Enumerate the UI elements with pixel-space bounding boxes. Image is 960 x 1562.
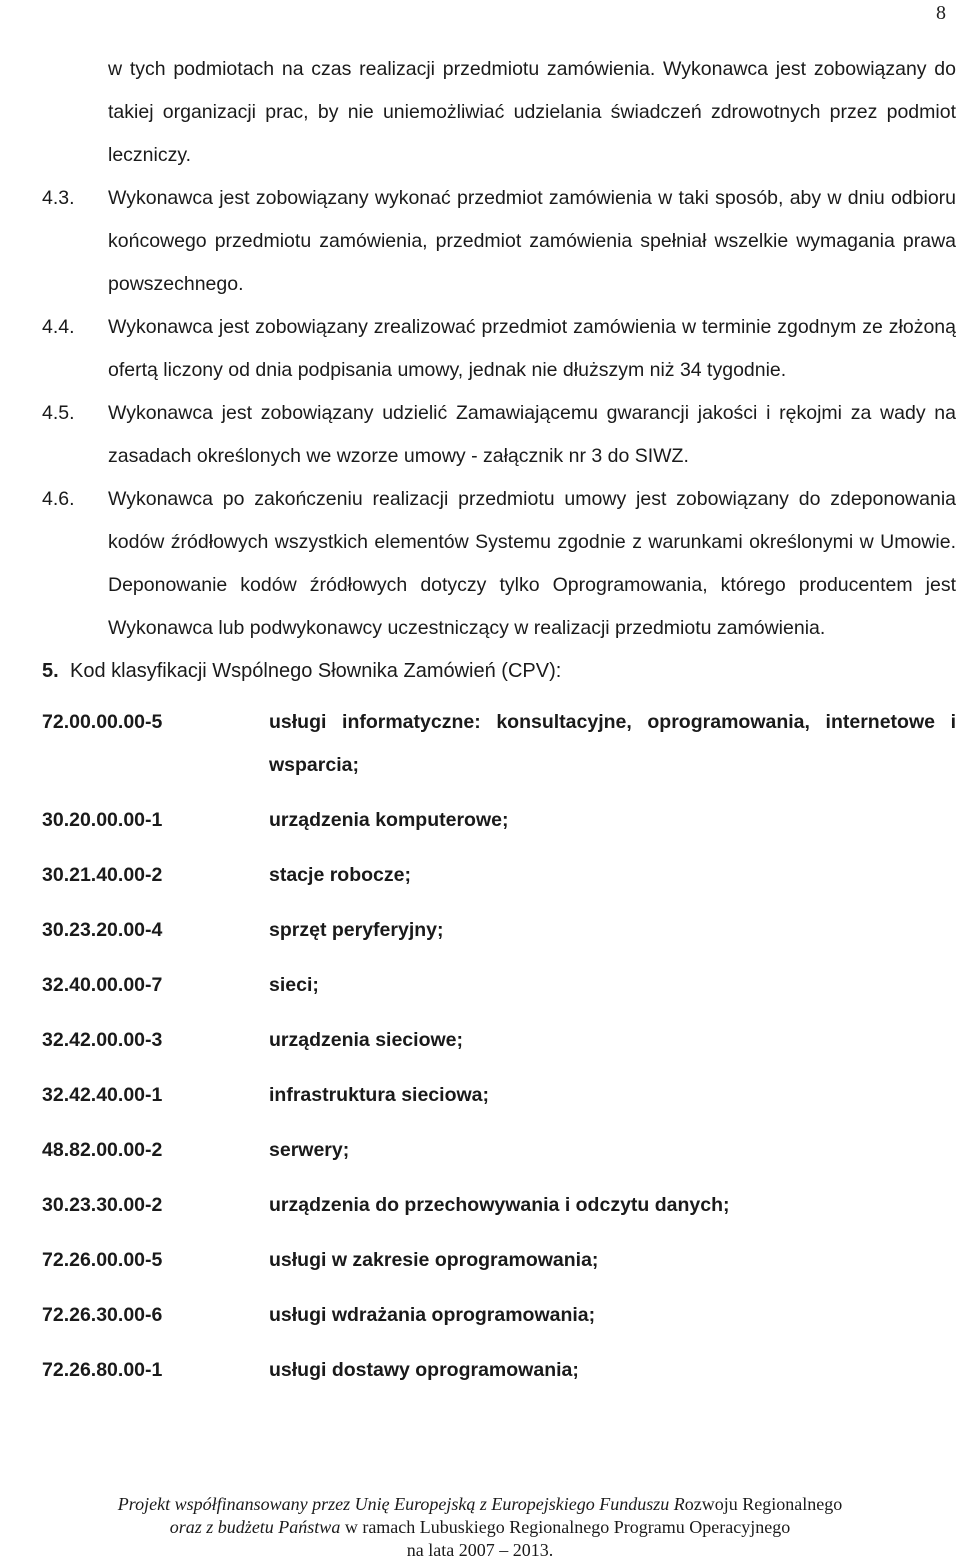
cpv-row (42, 701, 956, 787)
paragraph-text: Wykonawca jest zobowiązany udzielić Zamawiającemu gwarancji jakości i rękojmi za wady na zasadach określonych we wzorze umowy - załącznik nr 3 do SIWZ. (108, 402, 956, 467)
paragraph-number: 4.6. (42, 488, 75, 510)
cpv-description: sieci; (269, 974, 319, 996)
paragraph-number: 4.5. (42, 402, 75, 424)
cpv-code: 32.40.00.00-7 (42, 974, 163, 996)
paragraph-text: Wykonawca jest zobowiązany wykonać przedmiot zamówienia w taki sposób, aby w dniu odbioru końcowego przedmiotu zamówienia, przedmiot zamówienia spełniał wszelkie wymagania prawa powszechnego. (108, 187, 956, 295)
cpv-row (42, 1074, 956, 1117)
cpv-description: sprzęt peryferyjny; (269, 919, 444, 941)
page-number: 8 (936, 2, 946, 24)
cpv-row (42, 854, 956, 897)
footer-line-1 (0, 1493, 960, 1516)
paragraph-4-3 (42, 177, 956, 306)
cpv-description: usługi dostawy oprogramowania; (269, 1359, 579, 1381)
cpv-description: urządzenia sieciowe; (269, 1029, 463, 1051)
document-body (42, 48, 956, 1404)
cpv-row (42, 964, 956, 1007)
cpv-code: 32.42.00.00-3 (42, 1029, 163, 1051)
paragraph-text: Wykonawca po zakończeniu realizacji przedmiotu umowy jest zobowiązany do zdeponowania kodów źródłowych wszystkich elementów Systemu zgodnie z warunkami określonymi w Umowie. Deponowanie kodów źródłowych dotyczy tylko Oprogramowania, którego producentem jest Wykonawca lub podwykonawcy uczestniczący w realizacji przedmiotu zamówienia. (108, 488, 956, 639)
cpv-description: stacje robocze; (269, 864, 411, 886)
cpv-description: urządzenia do przechowywania i odczytu danych; (269, 1194, 730, 1216)
paragraph-text: Wykonawca jest zobowiązany zrealizować przedmiot zamówienia w terminie zgodnym ze złożoną ofertą liczony od dnia podpisania umowy, jednak nie dłuższym niż 34 tygodnie. (108, 316, 956, 381)
cpv-code: 32.42.40.00-1 (42, 1084, 163, 1106)
section-number: 5. (42, 660, 59, 682)
cpv-row (42, 1019, 956, 1062)
page-footer (0, 1493, 960, 1562)
paragraph-4-5 (42, 392, 956, 478)
cpv-description: usługi wdrażania oprogramowania; (269, 1304, 596, 1326)
cpv-row (42, 1239, 956, 1282)
cpv-description: serwery; (269, 1139, 350, 1161)
paragraph-number: 4.3. (42, 187, 75, 209)
cpv-code: 72.26.80.00-1 (42, 1359, 163, 1381)
cpv-code: 30.23.20.00-4 (42, 919, 163, 941)
footer-text: ozwoju Regionalnego (684, 1494, 843, 1514)
cpv-row (42, 1129, 956, 1172)
footer-line-3: na lata 2007 – 2013. (406, 1540, 554, 1560)
section-5-heading (42, 650, 956, 693)
footer-italic-text: Projekt współfinansowany przez Unię Europejską z Europejskiego Funduszu R (117, 1494, 685, 1514)
cpv-row (42, 1294, 956, 1337)
cpv-code: 30.21.40.00-2 (42, 864, 163, 886)
footer-italic-text: oraz z budżetu Państwa (169, 1517, 341, 1537)
cpv-row (42, 1184, 956, 1227)
intro-paragraph: w tych podmiotach na czas realizacji przedmiotu zamówienia. Wykonawca jest zobowiązany do takiej organizacji prac, by nie uniemożliwiać udzielania świadczeń zdrowotnych przez podmiot leczniczy. (108, 58, 956, 166)
paragraph-number: 4.4. (42, 316, 75, 338)
cpv-code: 48.82.00.00-2 (42, 1139, 163, 1161)
cpv-code: 72.26.00.00-5 (42, 1249, 163, 1271)
cpv-description: infrastruktura sieciowa; (269, 1084, 489, 1106)
cpv-description: usługi informatyczne: konsultacyjne, oprogramowania, internetowe i wsparcia; (269, 711, 956, 776)
cpv-description: usługi w zakresie oprogramowania; (269, 1249, 599, 1271)
paragraph-4-4 (42, 306, 956, 392)
footer-line-2 (0, 1516, 960, 1539)
section-label: Kod klasyfikacji Wspólnego Słownika Zamówień (CPV): (70, 660, 562, 682)
cpv-row (42, 1349, 956, 1392)
cpv-code: 30.23.30.00-2 (42, 1194, 163, 1216)
cpv-code: 72.26.30.00-6 (42, 1304, 163, 1326)
paragraph-4-6 (42, 478, 956, 650)
cpv-list (42, 701, 956, 1392)
cpv-code: 72.00.00.00-5 (42, 711, 163, 733)
cpv-row (42, 909, 956, 952)
footer-text: w ramach Lubuskiego Regionalnego Programu Operacyjnego (340, 1517, 791, 1537)
cpv-row (42, 799, 956, 842)
cpv-description: urządzenia komputerowe; (269, 809, 509, 831)
cpv-code: 30.20.00.00-1 (42, 809, 163, 831)
